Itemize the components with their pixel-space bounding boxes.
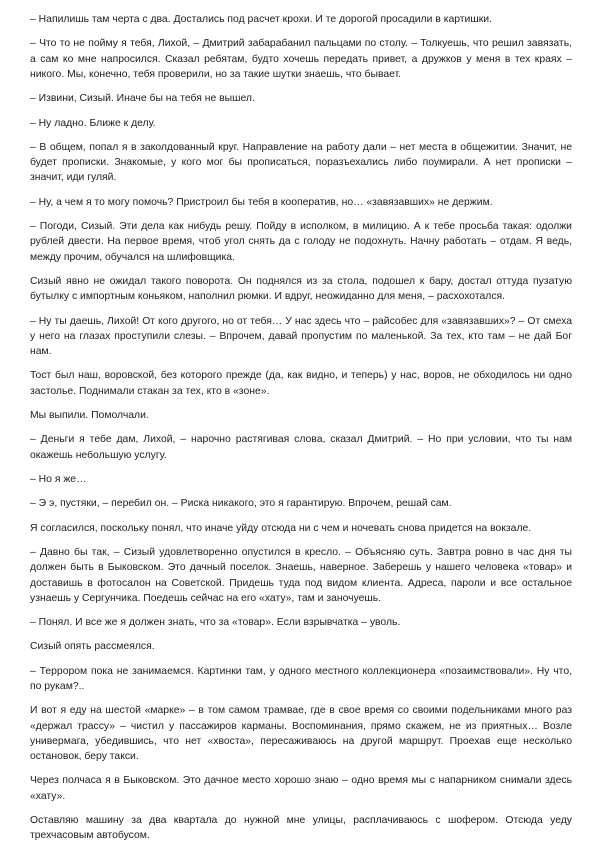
paragraph-6: – Ну, а чем я то могу помочь? Пристроил бы тебя в кооператив, но… «завязавших» не держим. <box>30 196 493 208</box>
paragraph-18: Сизый опять рассмеялся. <box>30 641 155 653</box>
paragraph-5: – В общем, попал я в заколдованный круг. Направление на работу дали – нет места в общежитии. Значит, не будет прописки. Знакомые, у кого мог бы прописаться, поразъехались либо поумирали. А нет прописки – значит, иди гуляй. <box>30 141 572 184</box>
paragraph-1: – Напилишь там черта с два. Достались под расчет крохи. И те дорогой просадили в картишки. <box>30 14 492 25</box>
paragraph-14: – Э э, пустяки, – перебил он. – Риска никакого, это я гарантирую. Впрочем, решай сам. <box>30 498 452 510</box>
paragraph-8: Сизый явно не ожидал такого поворота. Он поднялся из за стола, подошел к бару, достал оттуда пузатую бутылку с импортным коньяком, наполнил рюмки. И вдруг, неожиданно для меня, – расхохотался. <box>30 275 572 303</box>
paragraph-21: Через полчаса я в Быковском. Это дачное место хорошо знаю – одно время мы с напарником снимали здесь «хату». <box>30 775 572 802</box>
paragraph-7: – Погоди, Сизый. Эти дела как нибудь решу. Пойду в исполком, в милицию. А к тебе просьба такая: одолжи рублей двести. На первое время, чтоб угол снять да с голоду не подохнуть. Начну работать – отдам. Я ведь, между прочим, обучался на шлифовщика. <box>30 221 572 263</box>
paragraph-12: – Деньги я тебе дам, Лихой, – нарочно растягивая слова, сказал Дмитрий. – Но при условии, что ты нам окажешь небольшую услугу. <box>30 434 572 461</box>
paragraph-13: – Но я же… <box>30 473 87 485</box>
paragraph-2: – Что то не пойму я тебя, Лихой, – Дмитрий забарабанил пальцами по столу. – Толкуешь, что решил завязать, а сам ко мне напросился. Сказал ребятам, будто хочешь передать привет, а дружков у меня в тех краях – никого. Мы, конечно, тебя проверили, но за такие шутки знаешь, что бывает. <box>30 38 572 80</box>
paragraph-20: И вот я еду на шестой «марке» – в том самом трамвае, где в свое время со своими подельниками много раз «держал трассу» – чистил у пассажиров карманы. Воспоминания, прямо скажем, не из приятных… Возле универмага, убедившись, что нет «хвоста», пересаживаюсь на другой маршрут. Проехав еще несколько остановок, беру такси. <box>30 705 572 763</box>
paragraph-4: – Ну ладно. Ближе к делу. <box>30 117 156 129</box>
paragraph-9: – Ну ты даешь, Лихой! От кого другого, но от тебя… У нас здесь что – райсобес для «завязавших»? – От смеха у него на глазах проступили слезы. – Впрочем, давай пропустим по маленькой. За тех, кто там – не дай Бог нам. <box>30 315 572 357</box>
paragraph-17: – Понял. И все же я должен знать, что за «товар». Если взрывчатка – уволь. <box>30 617 401 629</box>
paragraph-22: Оставляю машину за два квартала до нужной мне улицы, расплачиваюсь с шофером. Отсюда уеду трехчасовым автобусом. <box>30 815 572 842</box>
paragraph-16: – Давно бы так, – Сизый удовлетворенно опустился в кресло. – Объясняю суть. Завтра ровно в час дня ты должен быть в Быковском. Это дачный поселок. Знаешь, наверное. Заберешь у нашего человека «товар» и доставишь в фотосалон на Советской. Придешь туда под видом клиента. Адреса, пароли и все остальное узнаешь у Сергунчика. Поедешь сейчас на его «хату», там и заночуешь. <box>30 547 572 604</box>
paragraph-19: – Террором пока не занимаемся. Картинки там, у одного местного коллекционера «позаимствовали». Ну что, по рукам?.. <box>30 665 572 693</box>
paragraph-15: Я согласился, поскольку понял, что иначе уйду отсюда ни с чем и ночевать снова придется на вокзале. <box>30 522 532 534</box>
paragraph-11: Мы выпили. Помолчали. <box>30 409 149 421</box>
paragraph-3: – Извини, Сизый. Иначе бы на тебя не вышел. <box>30 93 255 105</box>
book-page <box>30 12 572 853</box>
paragraph-10: Тост был наш, воровской, без которого прежде (да, как видно, и теперь) у нас, воров, не обходилось ни одно застолье. Поднимали стакан за тех, кто в «зоне». <box>30 370 572 397</box>
